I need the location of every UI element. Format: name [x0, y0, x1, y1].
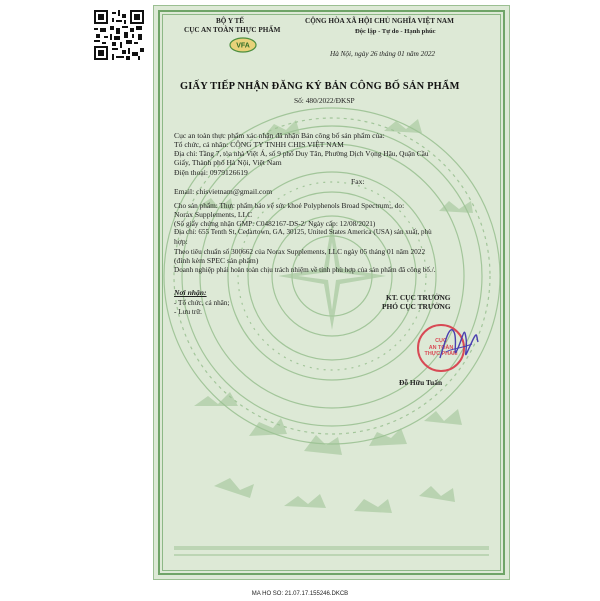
stamp-text-2: AN TOÀN — [428, 344, 454, 351]
qr-code — [94, 10, 144, 60]
place-date: Hà Nội, ngày 26 tháng 01 năm 2022 — [330, 50, 436, 58]
ministry-name: BỘ Y TẾ — [216, 17, 245, 25]
country-name: CỘNG HÒA XÃ HỘI CHỦ NGHĨA VIỆT NAM — [305, 17, 454, 25]
address-line-1: Địa chỉ: Tầng 7, tòa nhà Việt Á, số 9 phố Duy Tân, Phường Dịch Vọng Hậu, Quận Cầu — [174, 149, 429, 158]
official-stamp — [417, 324, 465, 372]
manufacturer-address-2: hợp: — [174, 237, 188, 246]
recipient-item: - Tổ chức, cá nhân; — [174, 299, 230, 307]
product-line: Cho sản phẩm: Thực phẩm bảo vệ sức khoẻ Polyphenols Broad Spectrum;, do: — [174, 201, 405, 210]
signature-title-1: KT. CỤC TRƯỞNG — [386, 293, 451, 302]
drum-watermark — [154, 6, 509, 579]
organization: Tổ chức, cá nhân: CÔNG TY TNHH CHIS VIỆT NAM — [174, 140, 344, 149]
recipient-item: - Lưu trữ. — [174, 308, 202, 316]
agency-name: CỤC AN TOÀN THỰC PHẨM — [184, 26, 281, 34]
stamp-text-3: THỰC PHẨM — [424, 351, 458, 358]
email: Email: chisvietnam@gmail.com — [174, 187, 273, 196]
document-title: GIẤY TIẾP NHẬN ĐĂNG KÝ BẢN CÔNG BỐ SẢN PHẨM — [180, 81, 460, 92]
phone: Điện thoại: 0979126619 — [174, 168, 248, 177]
document-number: Số: 480/2022/ĐKSP — [294, 96, 355, 105]
dossier-code: MA HO SO: 21.07.17.155246.DKCB — [251, 591, 349, 597]
handwritten-signature — [436, 318, 480, 368]
manufacturer: Norax Supplements, LLC — [174, 210, 253, 219]
manufacturer-address-1: Địa chỉ: 655 Tenth St, Cedartown, GA, 30125, United States America (USA) sản xuất, phù — [174, 228, 432, 236]
vfa-logo-text: VFA — [236, 42, 250, 50]
address-line-2: Giấy, Thành phố Hà Nội, Việt Nam — [174, 158, 282, 167]
signer-name: Đỗ Hữu Tuấn — [399, 378, 443, 387]
certificate-sheet — [153, 5, 510, 580]
intro-text: Cục an toàn thực phẩm xác nhận đã nhận Bản công bố sản phẩm của: — [174, 131, 385, 140]
stamp-text-1: CỤC — [435, 338, 447, 344]
vfa-logo — [229, 37, 257, 53]
signature-title-2: PHÓ CỤC TRƯỞNG — [382, 302, 451, 311]
fax: Fax: — [351, 177, 365, 186]
standard-line: Theo tiêu chuẩn số 300662 của Norax Supplements, LLC ngày 05 tháng 01 năm 2022 — [174, 247, 426, 256]
gmp-certificate: (Số giấy chứng nhận GMP: C0482167-DS-2/ Ngày cấp: 12/08/2021) — [174, 219, 376, 228]
motto: Độc lập - Tự do - Hạnh phúc — [355, 28, 436, 35]
responsibility-line: Doanh nghiệp phải hoàn toàn chịu trách nhiệm về tính phù hợp của sản phẩm đã công bố./. — [174, 266, 436, 274]
recipients-label: Nơi nhận: — [174, 288, 207, 297]
standard-note: (đính kèm SPEC sản phẩm) — [174, 256, 259, 265]
